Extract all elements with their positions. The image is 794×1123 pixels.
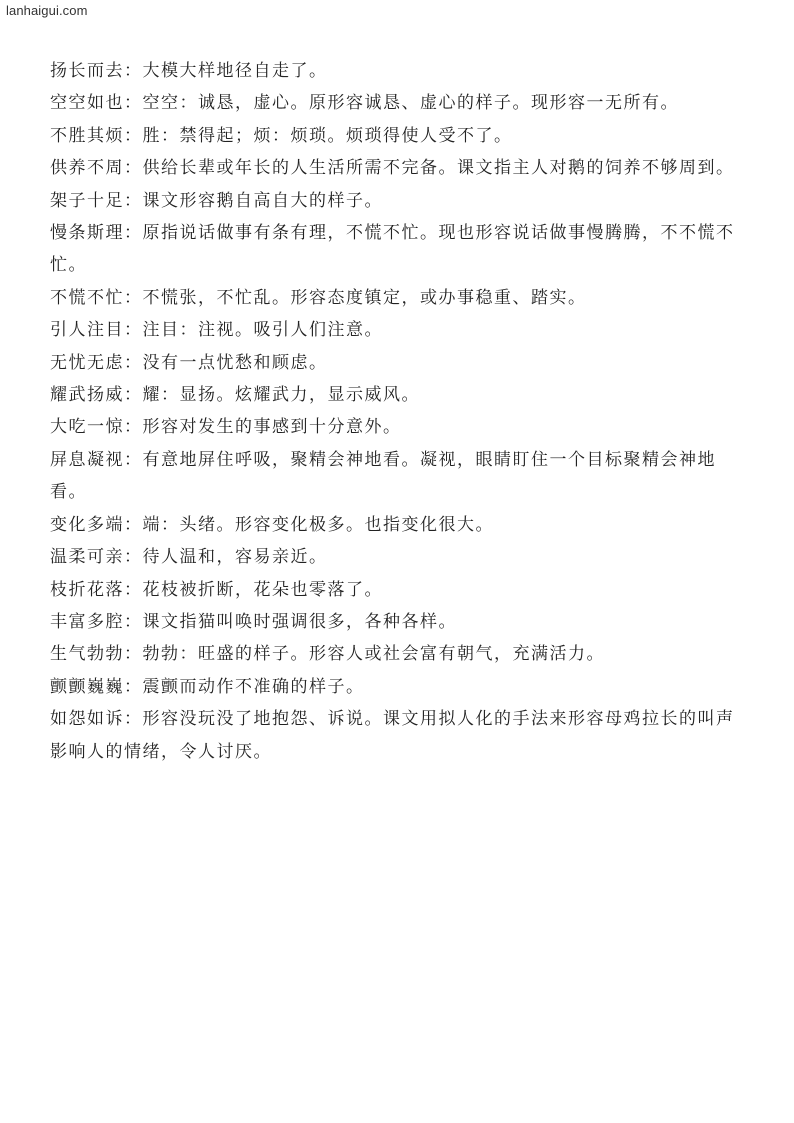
list-item: 如怨如诉：形容没玩没了地抱怨、诉说。课文用拟人化的手法来形容母鸡拉长的叫声影响人的情绪，令人讨厌。 xyxy=(50,709,735,762)
list-item: 引人注目：注目：注视。吸引人们注意。 xyxy=(50,320,383,341)
list-item: 丰富多腔：课文指猫叫唤时强调很多，各种各样。 xyxy=(50,611,457,632)
site-watermark: lanhaigui.com xyxy=(6,3,88,18)
list-item: 空空如也：空空：诚恳，虚心。原形容诚恳、虚心的样子。现形容一无所有。 xyxy=(50,93,679,114)
list-item: 耀武扬威：耀：显扬。炫耀武力，显示威风。 xyxy=(50,385,420,406)
list-item: 枝折花落：花枝被折断，花朵也零落了。 xyxy=(50,579,383,600)
list-item: 变化多端：端：头绪。形容变化极多。也指变化很大。 xyxy=(50,514,494,535)
list-item: 扬长而去：大模大样地径自走了。 xyxy=(50,61,328,81)
list-item: 不胜其烦：胜：禁得起；烦：烦琐。烦琐得使人受不了。 xyxy=(50,125,513,146)
list-item: 生气勃勃：勃勃：旺盛的样子。形容人或社会富有朝气，充满活力。 xyxy=(50,644,605,665)
list-item: 无忧无虑：没有一点忧愁和顾虑。 xyxy=(50,352,328,373)
list-item: 架子十足：课文形容鹅自高自大的样子。 xyxy=(50,190,383,211)
idiom-definition-list xyxy=(50,55,750,768)
list-item: 颤颤巍巍：震颤而动作不准确的样子。 xyxy=(50,676,365,697)
list-item: 供养不周：供给长辈或年长的人生活所需不完备。课文指主人对鹅的饲养不够周到。 xyxy=(50,158,735,179)
list-item: 慢条斯理：原指说话做事有条有理，不慌不忙。现也形容说话做事慢腾腾，不不慌不忙。 xyxy=(50,223,735,276)
list-item: 不慌不忙：不慌张，不忙乱。形容态度镇定，或办事稳重、踏实。 xyxy=(50,287,587,308)
list-item: 温柔可亲：待人温和，容易亲近。 xyxy=(50,547,328,568)
list-item: 屏息凝视：有意地屏住呼吸，聚精会神地看。凝视，眼睛盯住一个目标聚精会神地看。 xyxy=(50,449,716,503)
list-item: 大吃一惊：形容对发生的事感到十分意外。 xyxy=(50,417,402,438)
